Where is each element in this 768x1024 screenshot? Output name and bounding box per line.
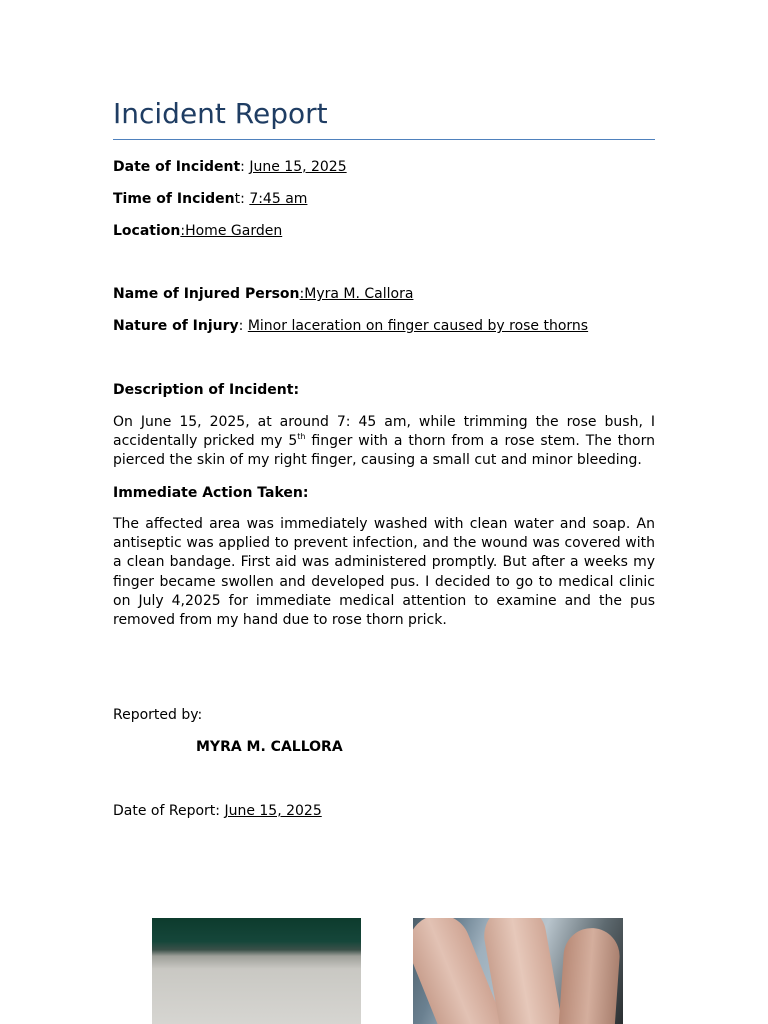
time-of-incident-label-tail: t: <box>234 191 250 207</box>
nature-of-injury-value: Minor laceration on finger caused by rose thorns <box>247 318 589 334</box>
document-page <box>113 0 655 1024</box>
time-of-incident-row <box>113 190 307 208</box>
title-underline-divider <box>113 139 655 140</box>
date-of-incident-separator: : <box>240 159 250 175</box>
description-text-part2: finger with a thorn from a rose stem. The thorn pierced the skin of my right finger, causing a small cut and minor bleeding. <box>113 433 655 469</box>
injury-photo-right <box>413 918 623 1024</box>
injured-person-value: :Myra M. Callora <box>299 286 414 302</box>
nature-of-injury-row <box>113 317 588 335</box>
action-heading: Immediate Action Taken: <box>113 485 309 501</box>
time-of-incident-value: 7:45 am <box>249 191 308 207</box>
date-of-incident-row <box>113 158 347 176</box>
description-superscript: th <box>297 432 306 442</box>
action-paragraph: The affected area was immediately washed with clean water and soap. An antiseptic was applied to prevent infection, and the wound was covered with a clean bandage. First aid was administered promptly. But after a weeks my finger became swollen and developed pus. I decided to go to medical clinic on July 4,2025 for immediate medical attention to examine and the pus removed from my hand due to rose thorn prick. <box>113 516 655 629</box>
date-of-report-value: June 15, 2025 <box>224 803 322 819</box>
location-row <box>113 222 282 240</box>
description-paragraph <box>113 413 655 471</box>
injured-person-label: Name of Injured Person <box>113 286 300 302</box>
time-of-incident-label: Time of Inciden <box>113 191 235 207</box>
date-of-report-label: Date of Report: <box>113 803 225 819</box>
finger-shape-3 <box>557 926 622 1024</box>
nature-of-injury-label: Nature of Injury <box>113 318 239 334</box>
nature-of-injury-separator: : <box>238 318 248 334</box>
reporter-name: MYRA M. CALLORA <box>196 739 343 755</box>
date-of-incident-value: June 15, 2025 <box>249 159 347 175</box>
date-of-report-row <box>113 802 322 820</box>
location-value: :Home Garden <box>180 223 283 239</box>
page-title: Incident Report <box>113 97 328 130</box>
injury-photo-left <box>152 918 361 1024</box>
description-text-part1: On June 15, 2025, at around 7: 45 am, while trimming the rose bush, I accidentally pricked my 5 <box>113 414 655 450</box>
description-heading: Description of Incident: <box>113 382 300 398</box>
location-label: Location <box>113 223 181 239</box>
reported-by-label: Reported by: <box>113 707 203 723</box>
date-of-incident-label: Date of Incident <box>113 159 241 175</box>
injured-person-row <box>113 285 413 303</box>
